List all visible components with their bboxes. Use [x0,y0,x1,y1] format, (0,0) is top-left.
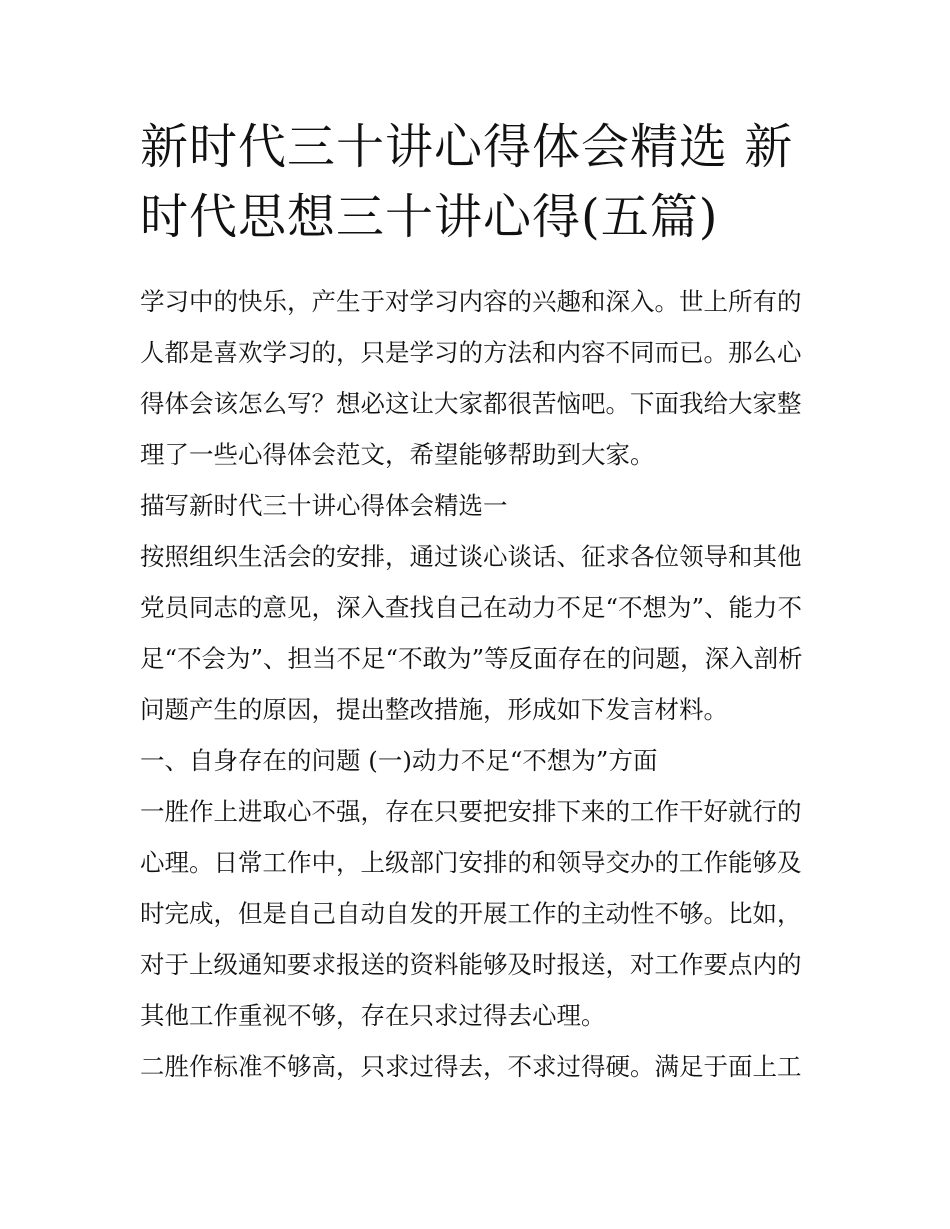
paragraph-line: 得体会该怎么写？想必这让大家都很苦恼吧。下面我给大家整 [140,389,802,418]
paragraph-line: 对于上级通知要求报送的资料能够及时报送，对工作要点内的 [140,950,802,979]
document-body [140,276,820,1092]
paragraph-line: 学习中的快乐，产生于对学习内容的兴趣和深入。世上所有的 [140,287,802,316]
paragraph-line: 理了一些心得体会范文，希望能够帮助到大家。 [140,440,655,469]
document-title [140,112,820,252]
paragraph-line: 党员同志的意见，深入查找自己在动力不足“不想为”、能力不 [140,593,803,622]
title-line-1: 新时代三十讲心得体会精选 新 [140,119,794,175]
paragraph-line: 人都是喜欢学习的，只是学习的方法和内容不同而已。那么心 [140,338,802,367]
paragraph-line: 问题产生的原因，提出整改措施，形成如下发言材料。 [140,695,728,724]
paragraph-line: 一胜作上进取心不强，存在只要把安排下来的工作干好就行的 [140,797,802,826]
paragraph-line: 足“不会为”、担当不足“不敢为”等反面存在的问题，深入剖析 [140,644,803,673]
section-heading: 一、自身存在的问题 (一)动力不足“不想为”方面 [140,746,658,775]
paragraph-line: 二胜作标准不够高，只求过得去，不求过得硬。满足于面上工 [140,1052,802,1081]
title-line-2: 时代思想三十讲心得(五篇) [140,189,719,245]
paragraph-line: 心理。日常工作中，上级部门安排的和领导交办的工作能够及 [140,848,802,877]
paragraph-line: 按照组织生活会的安排，通过谈心谈话、征求各位领导和其他 [140,542,802,571]
section-heading: 描写新时代三十讲心得体会精选一 [140,491,508,520]
paragraph-line: 时完成，但是自己自动自发的开展工作的主动性不够。比如， [140,899,802,928]
paragraph-line: 其他工作重视不够，存在只求过得去心理。 [140,1001,606,1030]
